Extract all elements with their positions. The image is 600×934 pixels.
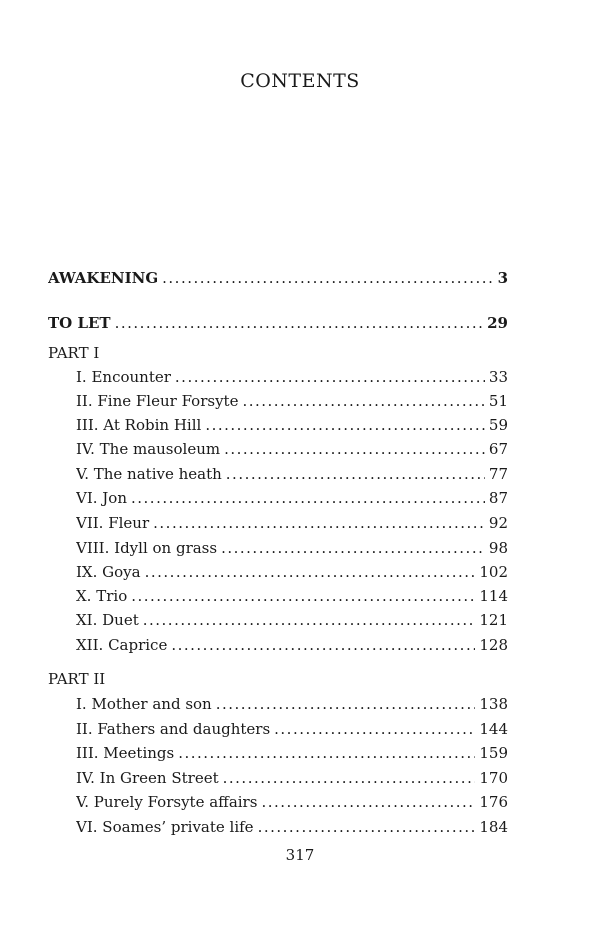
- dot-leader: [224, 439, 485, 459]
- toc-label: AWAKENING: [48, 269, 159, 287]
- toc-label: I. Mother and son: [76, 695, 212, 713]
- toc-chapter[interactable]: [76, 464, 508, 484]
- toc-label: VI. Jon: [76, 489, 127, 507]
- toc-section-to-let[interactable]: [48, 313, 508, 333]
- dot-leader: [223, 768, 476, 788]
- toc-page: 51: [488, 392, 508, 410]
- part-heading: PART II: [48, 670, 106, 688]
- toc-label: TO LET: [48, 314, 111, 332]
- dot-leader: [162, 268, 493, 288]
- dot-leader: [216, 694, 476, 714]
- toc-page: 170: [479, 769, 508, 787]
- toc-page: 59: [488, 416, 508, 434]
- toc-page: 3: [497, 269, 508, 287]
- toc-label: VII. Fleur: [76, 514, 150, 532]
- toc-label: X. Trio: [76, 587, 128, 605]
- toc-label: IV. The mausoleum: [76, 440, 221, 458]
- toc-label: III. At Robin Hill: [76, 416, 202, 434]
- dot-leader: [143, 610, 476, 630]
- toc-page: 87: [488, 489, 508, 507]
- toc-page: 121: [479, 611, 508, 629]
- toc-chapter[interactable]: [76, 743, 508, 763]
- toc-page: 114: [479, 587, 508, 605]
- toc-label: V. Purely Forsyte affairs: [76, 793, 258, 811]
- toc-label: VIII. Idyll on grass: [76, 539, 218, 557]
- toc-page: 102: [479, 563, 508, 581]
- toc-chapter[interactable]: [76, 792, 508, 812]
- toc-page: 33: [488, 368, 508, 386]
- toc-chapter[interactable]: [76, 586, 508, 606]
- toc-chapter[interactable]: [76, 415, 508, 435]
- toc-label: III. Meetings: [76, 744, 175, 762]
- toc-chapter[interactable]: [76, 719, 508, 739]
- dot-leader: [153, 513, 485, 533]
- toc-page: 98: [488, 539, 508, 557]
- toc-chapter[interactable]: [76, 768, 508, 788]
- toc-page: 29: [487, 314, 508, 332]
- toc-chapter[interactable]: [76, 391, 508, 411]
- toc-chapter[interactable]: [76, 439, 508, 459]
- dot-leader: [205, 415, 485, 435]
- dot-leader: [171, 635, 475, 655]
- page-number: 317: [285, 846, 315, 864]
- toc-chapter[interactable]: [76, 513, 508, 533]
- toc-chapter[interactable]: [76, 610, 508, 630]
- dot-leader: [221, 538, 485, 558]
- dot-leader: [226, 464, 485, 484]
- dot-leader: [131, 488, 485, 508]
- toc-page: 128: [479, 636, 508, 654]
- toc-page: 138: [479, 695, 508, 713]
- toc-page: 77: [488, 465, 508, 483]
- dot-leader: [145, 562, 476, 582]
- toc-label: IX. Goya: [76, 563, 141, 581]
- toc-page: 184: [479, 818, 508, 836]
- toc-page: 144: [479, 720, 508, 738]
- toc-label: XI. Duet: [76, 611, 139, 629]
- dot-leader: [258, 817, 476, 837]
- toc-page: 67: [488, 440, 508, 458]
- toc-label: IV. In Green Street: [76, 769, 219, 787]
- toc-page: 92: [488, 514, 508, 532]
- toc-chapter[interactable]: [76, 488, 508, 508]
- dot-leader: [261, 792, 475, 812]
- toc-chapter[interactable]: [76, 562, 508, 582]
- toc-label: XII. Caprice: [76, 636, 168, 654]
- toc-label: II. Fine Fleur Forsyte: [76, 392, 239, 410]
- toc-section-awakening[interactable]: [48, 268, 508, 288]
- toc-chapter[interactable]: [76, 635, 508, 655]
- toc-chapter[interactable]: [76, 538, 508, 558]
- toc-chapter[interactable]: [76, 694, 508, 714]
- toc-page: 176: [479, 793, 508, 811]
- dot-leader: [131, 586, 475, 606]
- part-heading: PART I: [48, 344, 100, 362]
- dot-leader: [115, 313, 484, 333]
- dot-leader: [178, 743, 475, 763]
- toc-page: 159: [479, 744, 508, 762]
- toc-label: V. The native heath: [76, 465, 222, 483]
- toc-label: VI. Soames’ private life: [76, 818, 254, 836]
- dot-leader: [175, 367, 485, 387]
- page-title: CONTENTS: [240, 70, 360, 92]
- toc-label: II. Fathers and daughters: [76, 720, 271, 738]
- toc-chapter[interactable]: [76, 817, 508, 837]
- toc-label: I. Encounter: [76, 368, 171, 386]
- dot-leader: [242, 391, 484, 411]
- toc-chapter[interactable]: [76, 367, 508, 387]
- dot-leader: [274, 719, 475, 739]
